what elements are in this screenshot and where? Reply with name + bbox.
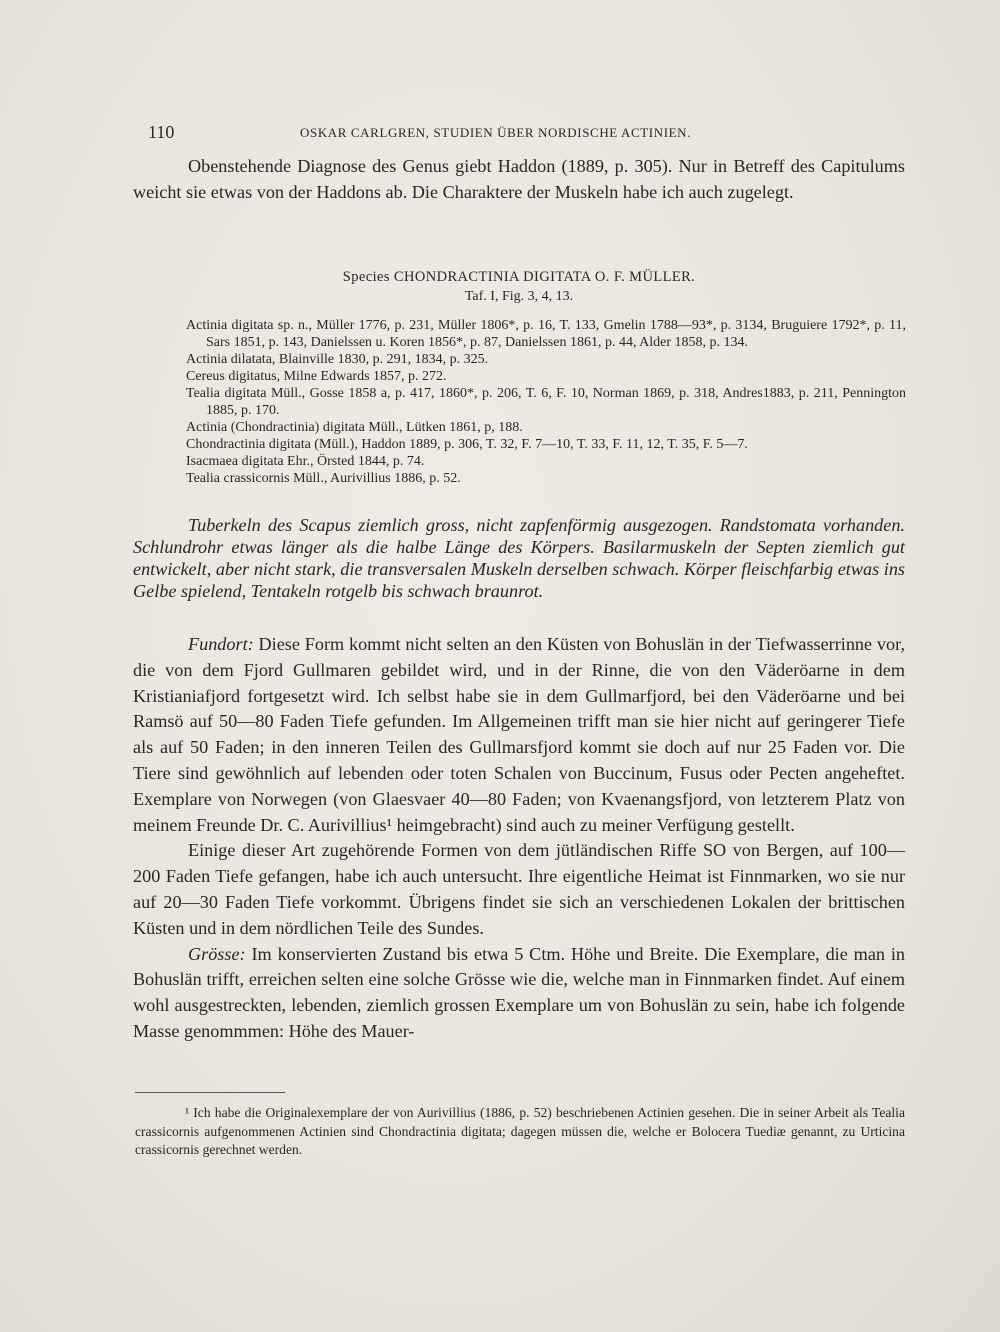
intro-paragraph: Obenstehende Diagnose des Genus giebt Haddon (1889, p. 305). Nur in Betreff des Capitulums weicht sie etwas von der Haddons ab. Die Charaktere der Muskeln habe ich auch zugelegt. <box>133 156 905 202</box>
synonym-entry: Cereus digitatus, Milne Edwards 1857, p. 272. <box>186 369 447 384</box>
page-number: 110 <box>148 122 175 142</box>
fundort-paragraph <box>133 632 905 838</box>
size-text: Im konservierten Zustand bis etwa 5 Ctm. Höhe und Breite. Die Exemplare, die man in Bohuslän trifft, erreichen selten eine solche Grösse wie die, welche man in Finnmarken findet. Auf einem wohl ausgestreckten, lebenden, ziemlich grossen Exemplare um von Bohuslän zu sein, habe ich folgende Masse genommmen: Höhe des Mauer- <box>133 943 906 1041</box>
synonym-entry: Isacmaea digitata Ehr., Örsted 1844, p. 74. <box>186 454 425 469</box>
synonym-entry: Actinia dilatata, Blainville 1830, p. 291, 1834, p. 325. <box>186 352 489 367</box>
footnote: ¹ Ich habe die Originalexemplare der von Aurivillius (1886, p. 52) beschriebenen Actinien gesehen. Die in seiner Arbeit als Tealia crassicornis aufgenommenen Actinien sind Chondractinia digitata; dagegen müssen die, welche er Bolocera Tuediæ genannt, zu Urticina crassicornis gerechnet werden. <box>135 1105 905 1157</box>
main-text <box>133 632 905 1045</box>
synonym-entry: Actinia digitata sp. n., Müller 1776, p. 231, Müller 1806*, p. 16, T. 133, Gmelin 1788—93*, p. 3134, Bruguiere 1792*, p. 11, Sars 1851, p. 143, Danielssen u. Koren 1856*, p. 87, Danielssen 1861, p. 44, Alder 1858, p. 134. <box>186 318 906 350</box>
size-label: Grösse: <box>188 943 246 964</box>
footnote-divider <box>135 1092 285 1093</box>
species-title: Species CHONDRACTINIA DIGITATA O. F. MÜLLER. <box>342 269 696 285</box>
fundort-label: Fundort: <box>188 634 254 654</box>
species-heading <box>133 267 905 307</box>
size-paragraph <box>133 942 905 1045</box>
running-title: OSKAR CARLGREN, STUDIEN ÜBER NORDISCHE ACTINIEN. <box>300 125 692 140</box>
synonym-entry: Chondractinia digitata (Müll.), Haddon 1889, p. 306, T. 32, F. 7—10, T. 33, F. 11, 12, T. 35, F. 5—7. <box>186 437 748 452</box>
synonym-entry: Tealia digitata Müll., Gosse 1858 a, p. 417, 1860*, p. 206, T. 6, F. 10, Norman 1869, p. 318, Andres1883, p. 211, Pennington 1885, p. 170. <box>186 386 906 418</box>
species-diagnosis: Tuberkeln des Scapus ziemlich gross, nicht zapfenförmig ausgezogen. Randstomata vorhanden. Schlundrohr etwas länger als die halbe Länge des Körpers. Basilarmuskeln der Septen ziemlich gut entwickelt, aber nicht stark, die transversalen Muskeln derselben schwach. Körper fleischfarbig etwas ins Gelbe spielend, Tentakeln rotgelb bis schwach braunrot. <box>133 515 905 601</box>
synonym-entry: Tealia crassicornis Müll., Aurivillius 1886, p. 52. <box>186 471 461 486</box>
intro-section <box>133 154 905 206</box>
species-plate-reference: Taf. I, Fig. 3, 4, 13. <box>464 289 574 304</box>
fundort-text: Diese Form kommt nicht selten an den Küsten von Bohuslän in der Tiefwasserrinne vor, die von dem Fjord Gullmaren gebildet wird, und in der Rinne, die von den Väderöarne in dem Kristianiafjord fortgesetzt wird. Ich selbst habe sie in dem Gullmarfjord, bei den Väderöarne und bei Ramsö auf 50—80 Faden Tiefe gefunden. Im Allgemeinen trifft man sie hier nicht auf geringerer Tiefe als auf 50 Faden; in den inneren Teilen des Gullmarsfjord kommt sie doch auf nur 25 Faden vor. Die Tiere sind gewöhnlich auf lebenden oder toten Schalen von Buccinum, Fusus oder Pecten angeheftet. Exemplare von Norwegen (von Glaesvaer 40—80 Faden; von Kvaenangsfjord, von letzterem Platz von meinem Freunde Dr. C. Aurivillius¹ heimgebracht) sind auch zu meiner Verfügung gestellt. <box>133 634 905 835</box>
synonymy-list <box>186 317 906 487</box>
running-head <box>148 122 908 146</box>
synonym-entry: Actinia (Chondractinia) digitata Müll., Lütken 1861, p, 188. <box>186 420 523 435</box>
distribution-paragraph: Einige dieser Art zugehörende Formen von dem jütländischen Riffe SO von Bergen, auf 100—200 Faden Tiefe gefangen, habe ich auch untersucht. Ihre eigentliche Heimat ist Finnmarken, wo sie nur auf 20—30 Faden Tiefe vorkommt. Übrigens findet sie sich an verschiedenen Lokalen der brittischen Küsten und in dem nördlichen Teile des Sundes. <box>133 840 905 938</box>
